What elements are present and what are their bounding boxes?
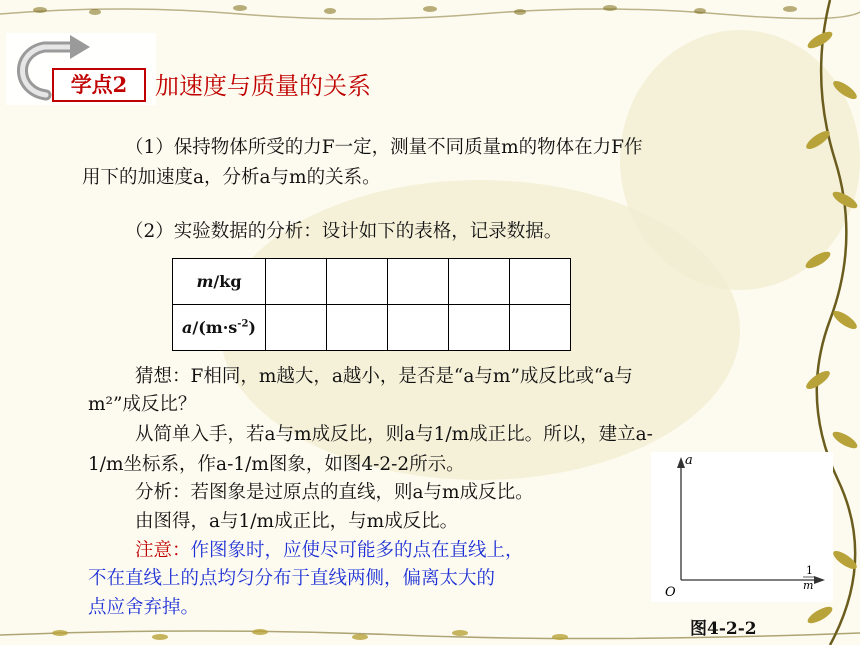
analysis-text: 分析：若图象是过原点的直线，则a与m成反比。 xyxy=(135,482,534,503)
note-label: 注意： xyxy=(135,540,191,561)
mass-variable: m xyxy=(196,272,214,291)
guess-line-2: m²”成反比？ xyxy=(88,394,197,415)
top-vine-border xyxy=(0,0,860,30)
table-row xyxy=(173,259,571,305)
x-axis-label-numerator: 1 xyxy=(806,564,813,577)
section-badge: 学点2 xyxy=(52,68,146,102)
paragraph-1-line-1: （1）保持物体所受的力F一定，测量不同质量m的物体在力F作 xyxy=(125,137,643,158)
table-row xyxy=(173,305,571,351)
acceleration-unit-close: ) xyxy=(248,318,256,337)
table-cell[interactable] xyxy=(327,259,388,305)
table-cell[interactable] xyxy=(510,305,571,351)
paragraph-2: （2）实验数据的分析：设计如下的表格，记录数据。 xyxy=(125,221,563,242)
axes-diagram xyxy=(651,452,833,602)
data-table xyxy=(172,258,571,351)
note-line-1 xyxy=(135,536,524,566)
graph-figure xyxy=(651,452,833,602)
table-cell[interactable] xyxy=(388,259,449,305)
x-axis-label-denominator: m xyxy=(803,579,814,592)
acceleration-unit-exponent: -2 xyxy=(237,318,249,330)
note-line-2: 不在直线上的点均匀分布于直线两侧，偏离太大的 xyxy=(88,568,496,589)
table-header-mass xyxy=(173,259,266,305)
table-cell[interactable] xyxy=(449,259,510,305)
simple-line-1: 从简单入手，若a与m成反比，则a与1/m成正比。所以，建立a- xyxy=(135,424,653,445)
guess-line-1: 猜想：F相同，m越大，a越小，是否是“a与m”成反比或“a与 xyxy=(135,366,633,387)
result-text: 由图得，a与1/m成正比，与m成反比。 xyxy=(135,511,459,532)
section-title: 加速度与质量的关系 xyxy=(155,72,371,100)
y-axis-label: a xyxy=(685,453,693,468)
table-header-acceleration xyxy=(173,305,266,351)
table-cell[interactable] xyxy=(449,305,510,351)
note-line-3: 点应舍弃掉。 xyxy=(88,597,200,618)
acceleration-variable: a xyxy=(182,318,193,337)
table-cell[interactable] xyxy=(388,305,449,351)
figure-caption: 图4-2-2 xyxy=(690,619,757,639)
simple-line-2: 1/m坐标系，作a-1/m图象，如图4-2-2所示。 xyxy=(88,454,465,475)
acceleration-unit: /(m·s xyxy=(192,318,238,337)
origin-label: O xyxy=(665,585,676,600)
note-line-1-text: 作图象时，应使尽可能多的点在直线上， xyxy=(190,540,524,561)
mass-unit: /kg xyxy=(213,272,242,291)
table-cell[interactable] xyxy=(266,259,327,305)
table-cell[interactable] xyxy=(266,305,327,351)
table-cell[interactable] xyxy=(327,305,388,351)
paragraph-1-line-2: 用下的加速度a，分析a与m的关系。 xyxy=(82,167,381,188)
table-cell[interactable] xyxy=(510,259,571,305)
